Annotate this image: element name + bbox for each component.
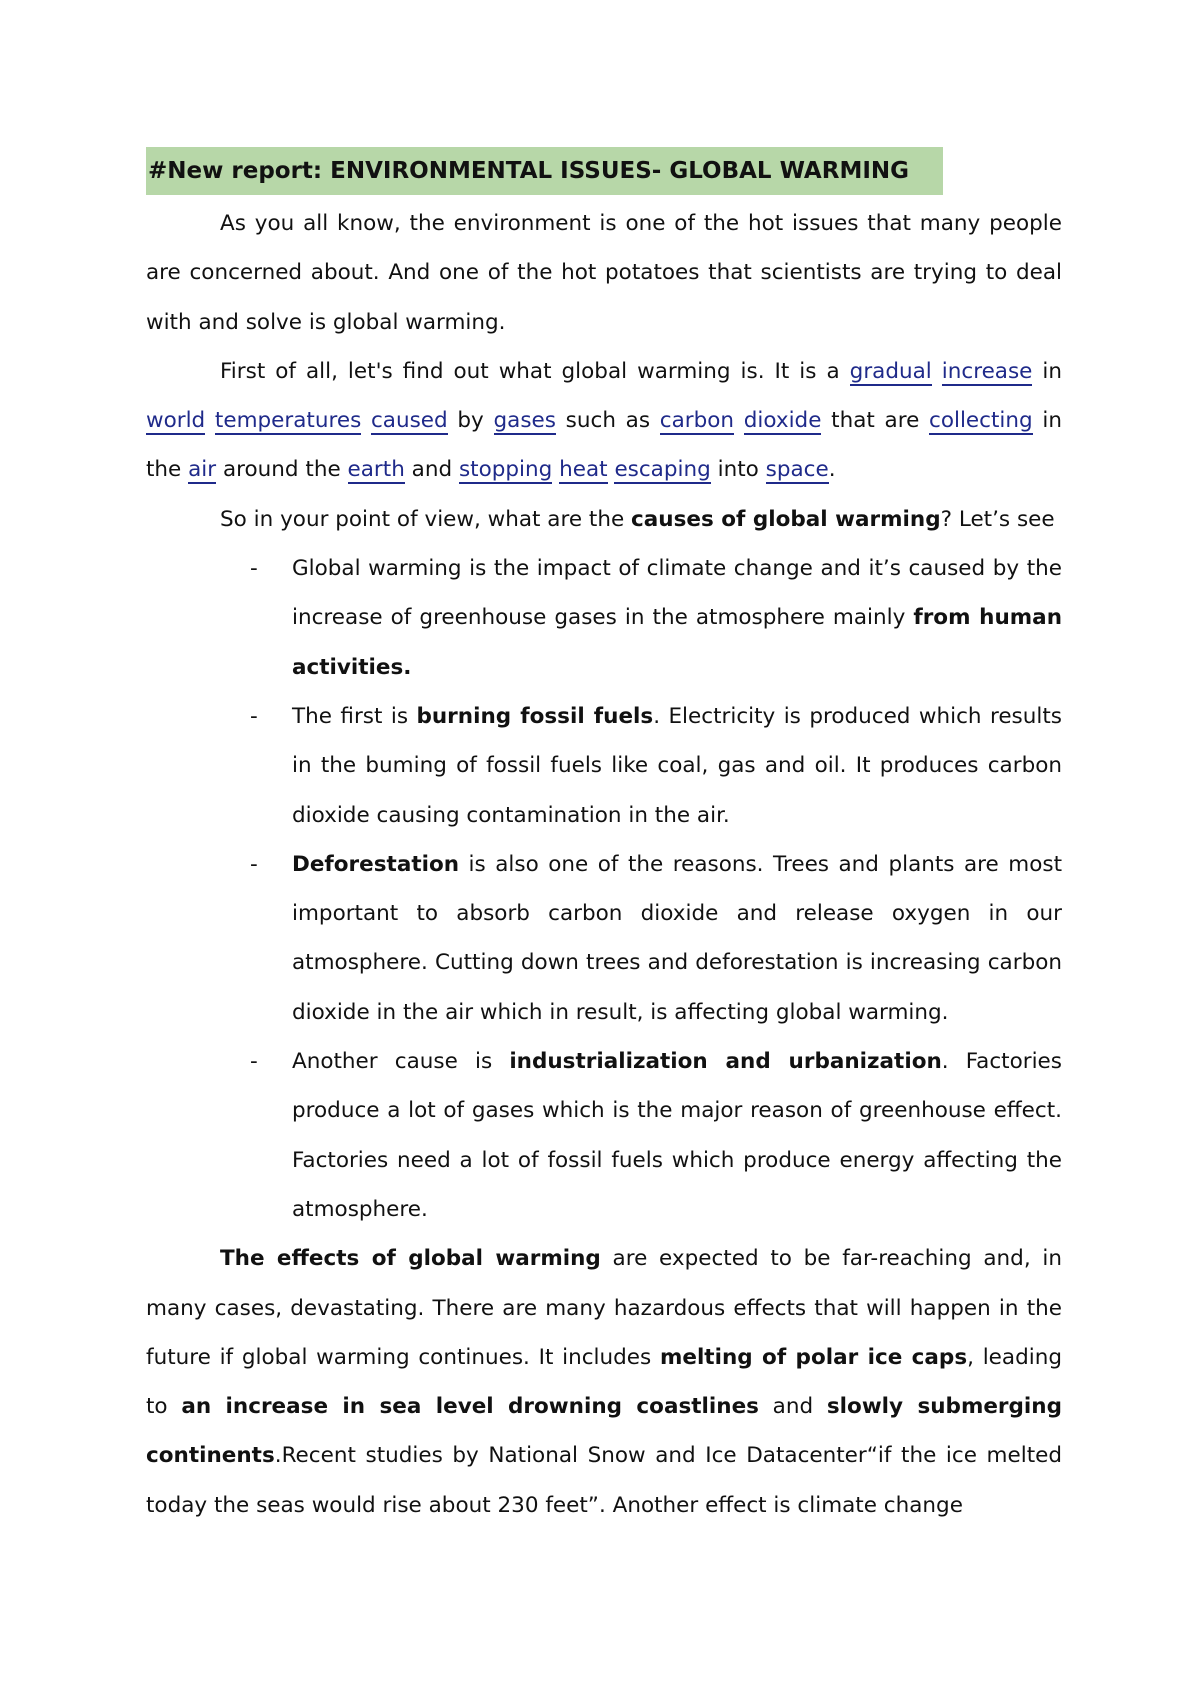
definition-paragraph (146, 347, 1062, 495)
text-run: .Recent studies by National Snow and Ice Datacenter“if the ice melted today the seas would rise about 230 feet”. Another effect is climate change (146, 1443, 1062, 1518)
bold-run: an increase in sea level drowning coastlines (181, 1394, 759, 1420)
link-gradual[interactable]: gradual (849, 358, 932, 384)
text-run: in the (146, 408, 1062, 483)
text-run: . Electricity is produced which results in the buming of fossil fuels like coal, gas and oil. It produces carbon dioxide causing contamination in the air. (292, 703, 1062, 828)
link-space[interactable]: space (765, 457, 829, 483)
link-temperatures[interactable]: temperatures (214, 408, 362, 434)
bold-run: burning fossil fuels (416, 703, 654, 729)
list-dash: - (250, 1049, 258, 1075)
document-body (146, 199, 1062, 1530)
list-item (250, 840, 1062, 1037)
intro-paragraph: As you all know, the environment is one of the hot issues that many people are concerned about. And one of the hot potatoes that scientists are trying to deal with and solve is global warming. (146, 211, 1062, 335)
bold-run: Deforestation (292, 851, 460, 877)
text-run: The first is (292, 703, 417, 729)
text-run: by (447, 408, 494, 434)
text-run: . Factories produce a lot of gases which is the major reason of greenhouse effect. Factories need a lot of fossil fuels which produce energy affecting the atmosphere. (292, 1049, 1062, 1222)
text-run: , leading to (146, 1344, 1062, 1420)
text-run: . (828, 457, 836, 483)
link-escaping[interactable]: escaping (614, 457, 711, 483)
bold-run: from human activities. (292, 605, 1062, 680)
causes-list (146, 544, 1062, 1234)
causes-question (146, 495, 1062, 544)
list-dash: - (250, 556, 258, 582)
text-run: around the (216, 457, 348, 483)
text-run: and (758, 1394, 827, 1420)
text-run: are expected to be far-reaching and, in many cases, devastating. There are many hazardous effects that will happen in the future if global warming continues. It includes (146, 1246, 1062, 1370)
text-run: is also one of the reasons. Trees and plants are most important to absorb carbon dioxide and release oxygen in our atmosphere. Cutting down trees and deforestation is increasing carbon dioxide in the air which in result, is affecting global warming. (292, 851, 1062, 1025)
link-carbon[interactable]: carbon (659, 408, 735, 434)
text-run: and (404, 457, 459, 483)
effects-paragraph (146, 1234, 1062, 1530)
list-dash: - (250, 703, 258, 729)
text-run: such as (555, 408, 660, 434)
link-gases[interactable]: gases (493, 408, 556, 434)
link-collecting[interactable]: collecting (929, 408, 1033, 434)
link-increase[interactable]: increase (941, 358, 1033, 384)
link-air[interactable]: air (188, 457, 217, 483)
text-run: that are (821, 408, 930, 434)
list-item (250, 692, 1062, 840)
list-item (250, 1037, 1062, 1234)
text-run: First of all, let's find out what global warming is. It is a (220, 358, 850, 384)
link-dioxide[interactable]: dioxide (743, 408, 822, 434)
text-run: into (710, 457, 766, 483)
text-run: So in your point of view, what are the (220, 506, 632, 532)
bold-run: industrialization and urbanization (509, 1049, 942, 1075)
text-run: in (1032, 358, 1063, 384)
list-dash: - (250, 851, 258, 877)
link-world[interactable]: world (146, 408, 206, 434)
link-caused[interactable]: caused (370, 408, 448, 434)
bold-run: causes of global warming (631, 506, 941, 532)
bold-run: melting of polar ice caps (659, 1344, 968, 1370)
list-item (250, 544, 1062, 692)
text-run: Another cause is (292, 1049, 510, 1075)
text-run: Global warming is the impact of climate change and it’s caused by the increase of greenhouse gases in the atmosphere mainly (292, 556, 1062, 631)
text-run: ? Let’s see (940, 506, 1055, 532)
link-earth[interactable]: earth (347, 457, 405, 483)
bold-run: slowly submerging continents (146, 1394, 1062, 1469)
link-stopping[interactable]: stopping (458, 457, 553, 483)
report-title: #New report: ENVIRONMENTAL ISSUES- GLOBAL WARMING (146, 147, 943, 195)
link-heat[interactable]: heat (559, 457, 608, 483)
bold-run: The effects of global warming (220, 1246, 601, 1272)
